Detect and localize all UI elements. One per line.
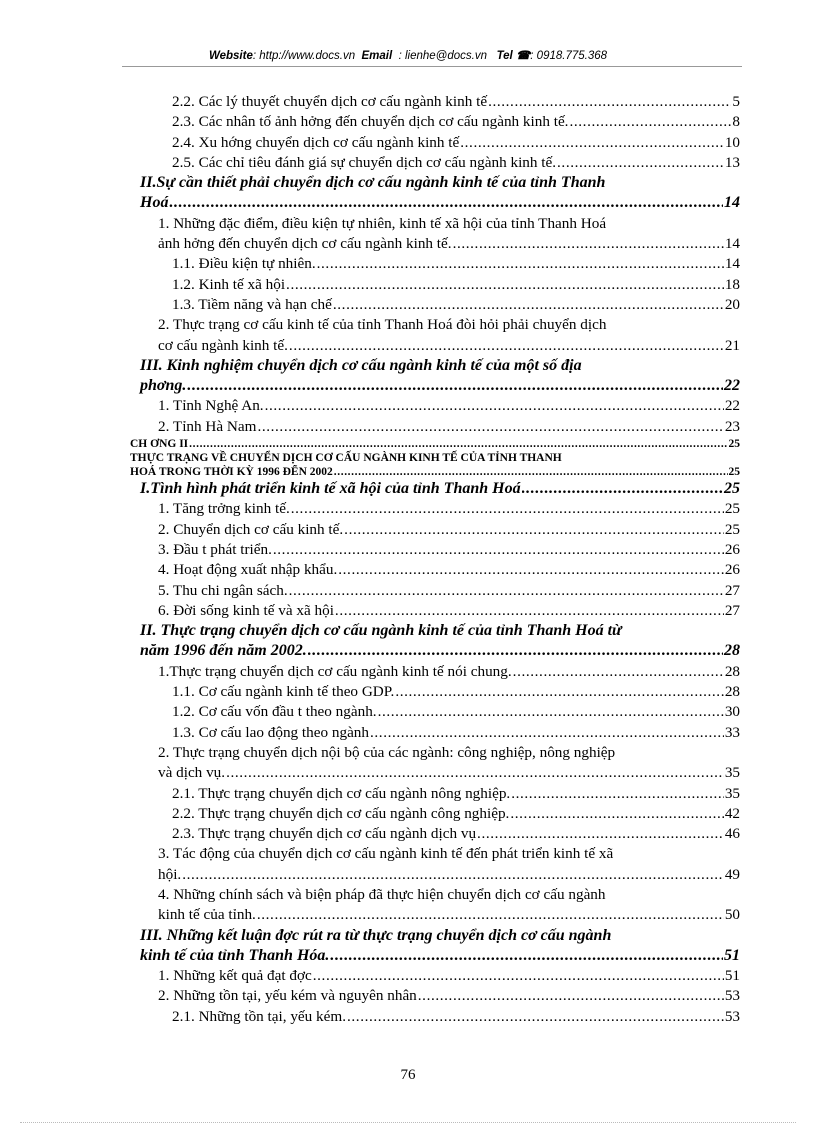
header-divider (122, 66, 742, 67)
toc-entry: 5. Thu chi ngân sách. ..... 27 (130, 581, 740, 601)
toc-entry: 3. Đầu t phát triển. ..... 26 (130, 540, 740, 560)
toc-entry: 2.3. Thực trạng chuyển dịch cơ cấu ngành dịch vụ ..... 46 (130, 824, 740, 844)
toc-entry: 2. Tỉnh Hà Nam ..... 23 (130, 417, 740, 437)
toc-entry: II. Thực trạng chuyển dịch cơ cấu ngành kinh tế của tỉnh Thanh Hoá từ (140, 622, 622, 640)
toc-entry: 6. Đời sống kinh tế và xã hội ..... 27 (130, 601, 740, 621)
toc-chapter-title-cont: HOÁ TRONG THỜI KỲ 1996 ĐẾN 2002 ..... 25 (130, 465, 740, 479)
toc-entry: II.Sự cần thiết phải chuyển dịch cơ cấu ngành kinh tế của tỉnh Thanh (140, 174, 606, 192)
toc-entry: 1. Những đặc điểm, điều kiện tự nhiên, kinh tế xã hội của tỉnh Thanh Hoá (158, 214, 607, 232)
toc-entry: 1.2. Cơ cấu vốn đầu t theo ngành. ..... 30 (130, 702, 740, 722)
page-header (0, 48, 816, 62)
toc-entry: 2. Những tồn tại, yếu kém và nguyên nhân ..... 53 (130, 986, 740, 1006)
toc-chapter-title: THỰC TRẠNG VỀ CHUYỂN DỊCH CƠ CẤU NGÀNH KINH TẾ CỦA TỈNH THANH (130, 452, 562, 465)
toc-entry: III. Kinh nghiệm chuyển dịch cơ cấu ngành kinh tế của một số địa (140, 356, 582, 374)
toc-entry: 2.5. Các chỉ tiêu đánh giá sự chuyển dịch cơ cấu ngành kinh tế. ..... 13 (130, 153, 740, 173)
toc-entry: 3. Tác động của chuyển dịch cơ cấu ngành kinh tế đến phát triển kinh tế xã (158, 845, 614, 863)
toc-entry-cont: Hoá ..... 14 (130, 193, 740, 213)
tel-value: : 0918.775.368 (530, 50, 608, 62)
toc-entry: 1.1. Cơ cấu ngành kinh tế theo GDP. ..... 28 (130, 682, 740, 702)
toc-entry: III. Những kết luận đợc rút ra từ thực trạng chuyển dịch cơ cấu ngành (140, 926, 612, 944)
toc-entry: 1.3. Tiềm năng và hạn chế ..... 20 (130, 295, 740, 315)
toc-entry: 1. Những kết quả đạt đợc ..... 51 (130, 966, 740, 986)
toc-entry-cont: ảnh hởng đến chuyển dịch cơ cấu ngành kinh tế. ..... 14 (130, 234, 740, 254)
website-label: Website (208, 50, 253, 62)
toc-entry: 1.1. Điều kiện tự nhiên. ..... 14 (130, 254, 740, 274)
toc-entry: 1. Tăng trởng kinh tế. ..... 25 (130, 499, 740, 519)
phone-icon: ☎ (515, 50, 531, 62)
toc-entry: 2.2. Thực trạng chuyển dịch cơ cấu ngành công nghiệp. ..... 42 (130, 804, 740, 824)
toc-entry: 1.3. Cơ cấu lao động theo ngành ..... 33 (130, 723, 740, 743)
page-number: 76 (400, 1067, 416, 1083)
toc-entry: I.Tình hình phát triển kinh tế xã hội của tỉnh Thanh Hoá ..... 25 (130, 479, 740, 499)
table-of-contents (130, 92, 740, 1027)
toc-entry: 4. Hoạt động xuất nhập khẩu. ..... 26 (130, 560, 740, 580)
toc-entry: 2. Thực trạng cơ cấu kinh tế của tỉnh Thanh Hoá đòi hỏi phải chuyển dịch (158, 316, 607, 334)
toc-entry: 2.2. Các lý thuyết chuyển dịch cơ cấu ngành kinh tế ..... 5 (130, 92, 740, 112)
email-label: Email (361, 50, 393, 62)
toc-chapter: CH ƠNG II ..... 25 (130, 437, 740, 451)
toc-entry-cont: hội. ..... 49 (130, 865, 740, 885)
toc-entry: 2. Chuyển dịch cơ cấu kinh tế. ..... 25 (130, 520, 740, 540)
toc-entry: 2.4. Xu hớng chuyển dịch cơ cấu ngành kinh tế ..... 10 (130, 133, 740, 153)
toc-entry: 1. Tỉnh Nghệ An. ..... 22 (130, 396, 740, 416)
toc-entry: 2.1. Những tồn tại, yếu kém. ..... 53 (130, 1007, 740, 1027)
tel-label: Tel (496, 50, 513, 62)
toc-entry: 1.Thực trạng chuyển dịch cơ cấu ngành kinh tế nói chung. ..... 28 (130, 662, 740, 682)
email-value: : lienhe@docs.vn (398, 50, 487, 62)
toc-entry: 2.1. Thực trạng chuyển dịch cơ cấu ngành nông nghiệp. ..... 35 (130, 784, 740, 804)
toc-entry-cont: cơ cấu ngành kinh tế. ..... 21 (130, 336, 740, 356)
website-value: : http://www.docs.vn (252, 50, 356, 62)
toc-entry: 1.2. Kinh tế xã hội ..... 18 (130, 275, 740, 295)
toc-entry-cont: và dịch vụ. ..... 35 (130, 763, 740, 783)
toc-entry-cont: năm 1996 đến năm 2002. ..... 28 (130, 641, 740, 661)
toc-entry: 2. Thực trạng chuyển dịch nội bộ của các ngành: công nghiệp, nông nghiệp (158, 743, 616, 761)
toc-entry: 4. Những chính sách và biện pháp đã thực hiện chuyển dịch cơ cấu ngành (158, 885, 606, 903)
toc-entry-cont: kinh tế của tỉnh Thanh Hóa. ..... 51 (130, 946, 740, 966)
toc-entry-cont: kinh tế của tỉnh. ..... 50 (130, 905, 740, 925)
toc-entry: 2.3. Các nhân tố ảnh hởng đến chuyển dịch cơ cấu ngành kinh tế. ..... 8 (130, 112, 740, 132)
toc-entry-cont: phơng. ..... 22 (130, 376, 740, 396)
